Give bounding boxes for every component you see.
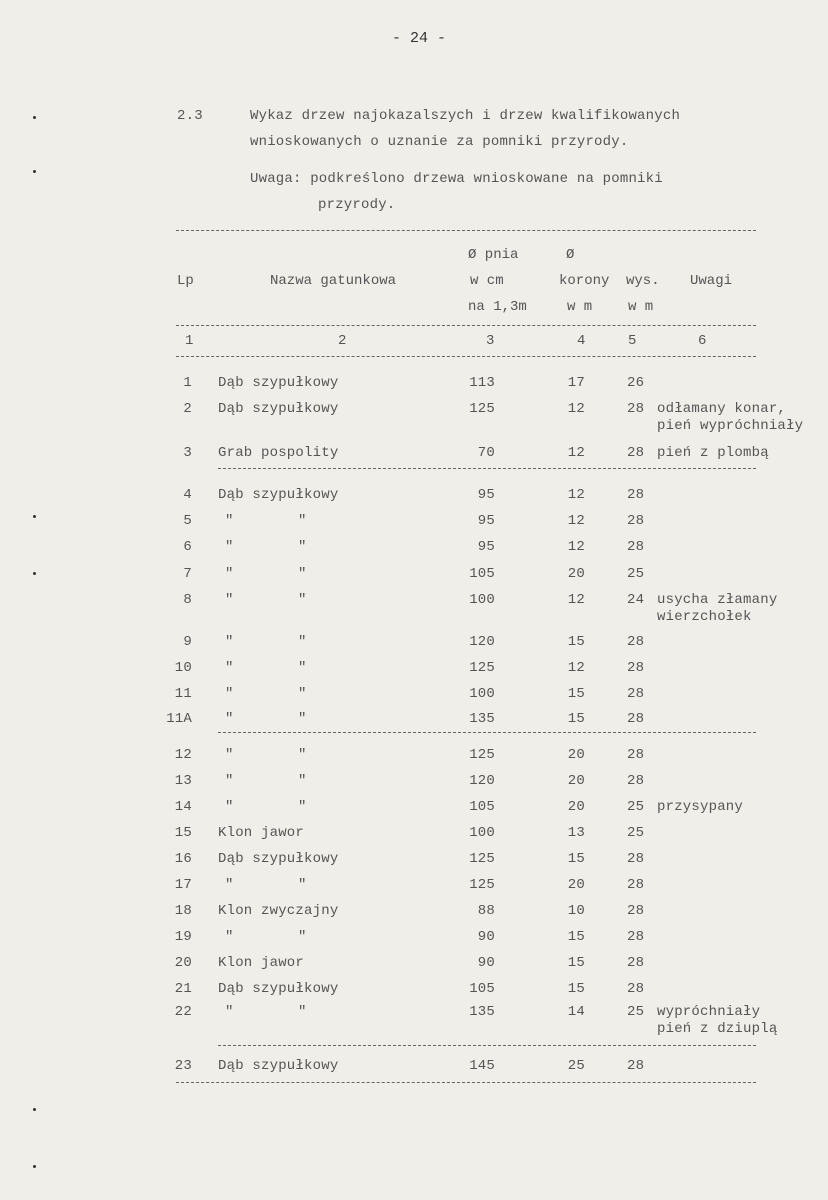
header-diam-line2: w cm	[470, 273, 504, 289]
row-ditto-mark: "	[225, 773, 234, 789]
row-lp: 15	[174, 825, 192, 841]
row-trunk-diameter: 125	[469, 851, 495, 867]
row-crown-diameter: 20	[567, 747, 585, 763]
row-ditto-mark: "	[225, 1004, 234, 1020]
row-ditto-mark: "	[225, 592, 234, 608]
table-top-rule	[176, 230, 756, 231]
row-crown-diameter: 15	[567, 955, 585, 971]
margin-mark	[33, 170, 36, 173]
margin-mark	[33, 1108, 36, 1111]
row-height: 28	[627, 877, 645, 893]
row-height: 28	[627, 1058, 645, 1074]
row-height: 28	[627, 487, 645, 503]
row-lp: 22	[174, 1004, 192, 1020]
group-rule	[218, 732, 756, 733]
col-number-2: 2	[338, 333, 347, 349]
row-lp: 11A	[166, 711, 192, 727]
row-trunk-diameter: 125	[469, 747, 495, 763]
row-lp: 13	[174, 773, 192, 789]
row-crown-diameter: 20	[567, 877, 585, 893]
header-name: Nazwa gatunkowa	[270, 273, 397, 289]
row-ditto-mark: "	[298, 660, 307, 676]
row-ditto-mark: "	[298, 634, 307, 650]
row-height: 26	[627, 375, 645, 391]
header-crown-line3: w m	[567, 299, 593, 315]
header-diam-line3: na 1,3m	[468, 299, 527, 315]
row-height: 28	[627, 539, 645, 555]
margin-mark	[33, 1165, 36, 1168]
row-ditto-mark: "	[298, 686, 307, 702]
row-trunk-diameter: 90	[477, 929, 495, 945]
row-trunk-diameter: 105	[469, 566, 495, 582]
row-trunk-diameter: 125	[469, 877, 495, 893]
row-trunk-diameter: 95	[477, 487, 495, 503]
row-lp: 7	[183, 566, 192, 582]
margin-mark	[33, 515, 36, 518]
row-lp: 2	[183, 401, 192, 417]
row-height: 28	[627, 955, 645, 971]
row-lp: 8	[183, 592, 192, 608]
row-remarks: odłamany konar,	[657, 401, 787, 417]
row-species-name: Dąb szypułkowy	[218, 375, 339, 391]
header-rule	[176, 325, 756, 326]
header-height-line2: w m	[628, 299, 654, 315]
row-height: 28	[627, 747, 645, 763]
row-lp: 9	[183, 634, 192, 650]
row-lp: 10	[174, 660, 192, 676]
row-species-name: Dąb szypułkowy	[218, 851, 339, 867]
row-lp: 23	[174, 1058, 192, 1074]
row-crown-diameter: 15	[567, 711, 585, 727]
group-rule	[218, 468, 756, 469]
row-species-name: Grab pospolity	[218, 445, 339, 461]
row-height: 25	[627, 566, 645, 582]
row-lp: 4	[183, 487, 192, 503]
row-remarks: przysypany	[657, 799, 744, 815]
row-species-name: Dąb szypułkowy	[218, 981, 339, 997]
row-remarks: usycha złamany	[657, 592, 778, 608]
col-number-rule	[176, 356, 756, 357]
row-trunk-diameter: 105	[469, 981, 495, 997]
col-number-3: 3	[486, 333, 495, 349]
row-height: 28	[627, 981, 645, 997]
row-ditto-mark: "	[225, 539, 234, 555]
row-height: 28	[627, 929, 645, 945]
row-trunk-diameter: 145	[469, 1058, 495, 1074]
row-crown-diameter: 15	[567, 929, 585, 945]
note-line2: przyrody.	[318, 197, 396, 213]
row-trunk-diameter: 70	[477, 445, 495, 461]
row-ditto-mark: "	[298, 747, 307, 763]
row-ditto-mark: "	[298, 592, 307, 608]
row-ditto-mark: "	[225, 686, 234, 702]
row-ditto-mark: "	[298, 877, 307, 893]
row-species-name: Dąb szypułkowy	[218, 487, 339, 503]
row-lp: 12	[174, 747, 192, 763]
row-crown-diameter: 12	[567, 487, 585, 503]
row-ditto-mark: "	[225, 660, 234, 676]
row-crown-diameter: 25	[567, 1058, 585, 1074]
row-trunk-diameter: 125	[469, 401, 495, 417]
header-crown-line1: Ø	[566, 247, 575, 263]
row-ditto-mark: "	[225, 634, 234, 650]
row-lp: 21	[174, 981, 192, 997]
row-trunk-diameter: 95	[477, 539, 495, 555]
row-species-name: Klon jawor	[218, 825, 305, 841]
row-trunk-diameter: 120	[469, 773, 495, 789]
row-crown-diameter: 17	[567, 375, 585, 391]
row-ditto-mark: "	[225, 929, 234, 945]
row-crown-diameter: 12	[567, 513, 585, 529]
col-number-5: 5	[628, 333, 637, 349]
row-crown-diameter: 15	[567, 851, 585, 867]
row-trunk-diameter: 135	[469, 711, 495, 727]
header-height-line1: wys.	[626, 273, 660, 289]
row-trunk-diameter: 100	[469, 592, 495, 608]
section-title-line2: wnioskowanych o uznanie za pomniki przyrody.	[250, 134, 629, 150]
section-number: 2.3	[177, 108, 203, 124]
row-height: 28	[627, 634, 645, 650]
row-crown-diameter: 12	[567, 660, 585, 676]
row-lp: 14	[174, 799, 192, 815]
row-trunk-diameter: 135	[469, 1004, 495, 1020]
row-ditto-mark: "	[225, 566, 234, 582]
row-crown-diameter: 15	[567, 686, 585, 702]
row-crown-diameter: 20	[567, 799, 585, 815]
row-crown-diameter: 15	[567, 981, 585, 997]
row-lp: 18	[174, 903, 192, 919]
row-lp: 20	[174, 955, 192, 971]
row-ditto-mark: "	[298, 799, 307, 815]
row-crown-diameter: 13	[567, 825, 585, 841]
row-height: 28	[627, 660, 645, 676]
row-remarks-continued: pień wypróchniały	[657, 418, 804, 434]
row-height: 25	[627, 799, 645, 815]
row-lp: 6	[183, 539, 192, 555]
margin-mark	[33, 572, 36, 575]
row-ditto-mark: "	[298, 513, 307, 529]
row-height: 24	[627, 592, 645, 608]
row-height: 28	[627, 513, 645, 529]
row-lp: 5	[183, 513, 192, 529]
row-ditto-mark: "	[298, 773, 307, 789]
col-number-6: 6	[698, 333, 707, 349]
row-lp: 16	[174, 851, 192, 867]
row-lp: 17	[174, 877, 192, 893]
row-species-name: Dąb szypułkowy	[218, 401, 339, 417]
row-ditto-mark: "	[225, 747, 234, 763]
col-number-1: 1	[185, 333, 194, 349]
row-crown-diameter: 10	[567, 903, 585, 919]
row-trunk-diameter: 100	[469, 686, 495, 702]
row-remarks-continued: wierzchołek	[657, 609, 752, 625]
row-crown-diameter: 15	[567, 634, 585, 650]
row-height: 28	[627, 711, 645, 727]
margin-mark	[33, 116, 36, 119]
row-crown-diameter: 12	[567, 539, 585, 555]
row-ditto-mark: "	[298, 566, 307, 582]
row-crown-diameter: 14	[567, 1004, 585, 1020]
row-crown-diameter: 12	[567, 592, 585, 608]
row-height: 25	[627, 825, 645, 841]
header-diam-line1: Ø pnia	[468, 247, 519, 263]
row-height: 28	[627, 401, 645, 417]
row-crown-diameter: 12	[567, 401, 585, 417]
row-height: 28	[627, 445, 645, 461]
row-ditto-mark: "	[298, 929, 307, 945]
row-ditto-mark: "	[298, 1004, 307, 1020]
row-species-name: Klon zwyczajny	[218, 903, 339, 919]
note-line1: Uwaga: podkreślono drzewa wnioskowane na pomniki	[250, 171, 663, 187]
row-remarks: pień z plombą	[657, 445, 769, 461]
row-lp: 3	[183, 445, 192, 461]
row-ditto-mark: "	[225, 711, 234, 727]
row-height: 28	[627, 686, 645, 702]
row-height: 28	[627, 773, 645, 789]
section-title-line1: Wykaz drzew najokazalszych i drzew kwalifikowanych	[250, 108, 681, 124]
row-remarks: wypróchniały	[657, 1004, 761, 1020]
row-crown-diameter: 12	[567, 445, 585, 461]
row-trunk-diameter: 105	[469, 799, 495, 815]
row-trunk-diameter: 88	[477, 903, 495, 919]
row-trunk-diameter: 125	[469, 660, 495, 676]
group-rule	[218, 1045, 756, 1046]
row-ditto-mark: "	[298, 539, 307, 555]
row-species-name: Dąb szypułkowy	[218, 1058, 339, 1074]
row-trunk-diameter: 90	[477, 955, 495, 971]
col-number-4: 4	[577, 333, 586, 349]
header-remarks: Uwagi	[690, 273, 733, 289]
row-trunk-diameter: 113	[469, 375, 495, 391]
row-remarks-continued: pień z dziuplą	[657, 1021, 778, 1037]
row-ditto-mark: "	[225, 513, 234, 529]
row-ditto-mark: "	[298, 711, 307, 727]
row-trunk-diameter: 100	[469, 825, 495, 841]
row-species-name: Klon jawor	[218, 955, 305, 971]
row-ditto-mark: "	[225, 877, 234, 893]
row-trunk-diameter: 95	[477, 513, 495, 529]
row-height: 25	[627, 1004, 645, 1020]
row-ditto-mark: "	[225, 799, 234, 815]
row-lp: 19	[174, 929, 192, 945]
row-crown-diameter: 20	[567, 566, 585, 582]
row-height: 28	[627, 851, 645, 867]
row-crown-diameter: 20	[567, 773, 585, 789]
page-number: - 24 -	[392, 30, 447, 47]
row-lp: 11	[174, 686, 192, 702]
row-lp: 1	[183, 375, 192, 391]
row-height: 28	[627, 903, 645, 919]
header-lp: Lp	[177, 273, 194, 289]
table-bottom-rule	[176, 1082, 756, 1083]
row-trunk-diameter: 120	[469, 634, 495, 650]
header-crown-line2: korony	[559, 273, 610, 289]
